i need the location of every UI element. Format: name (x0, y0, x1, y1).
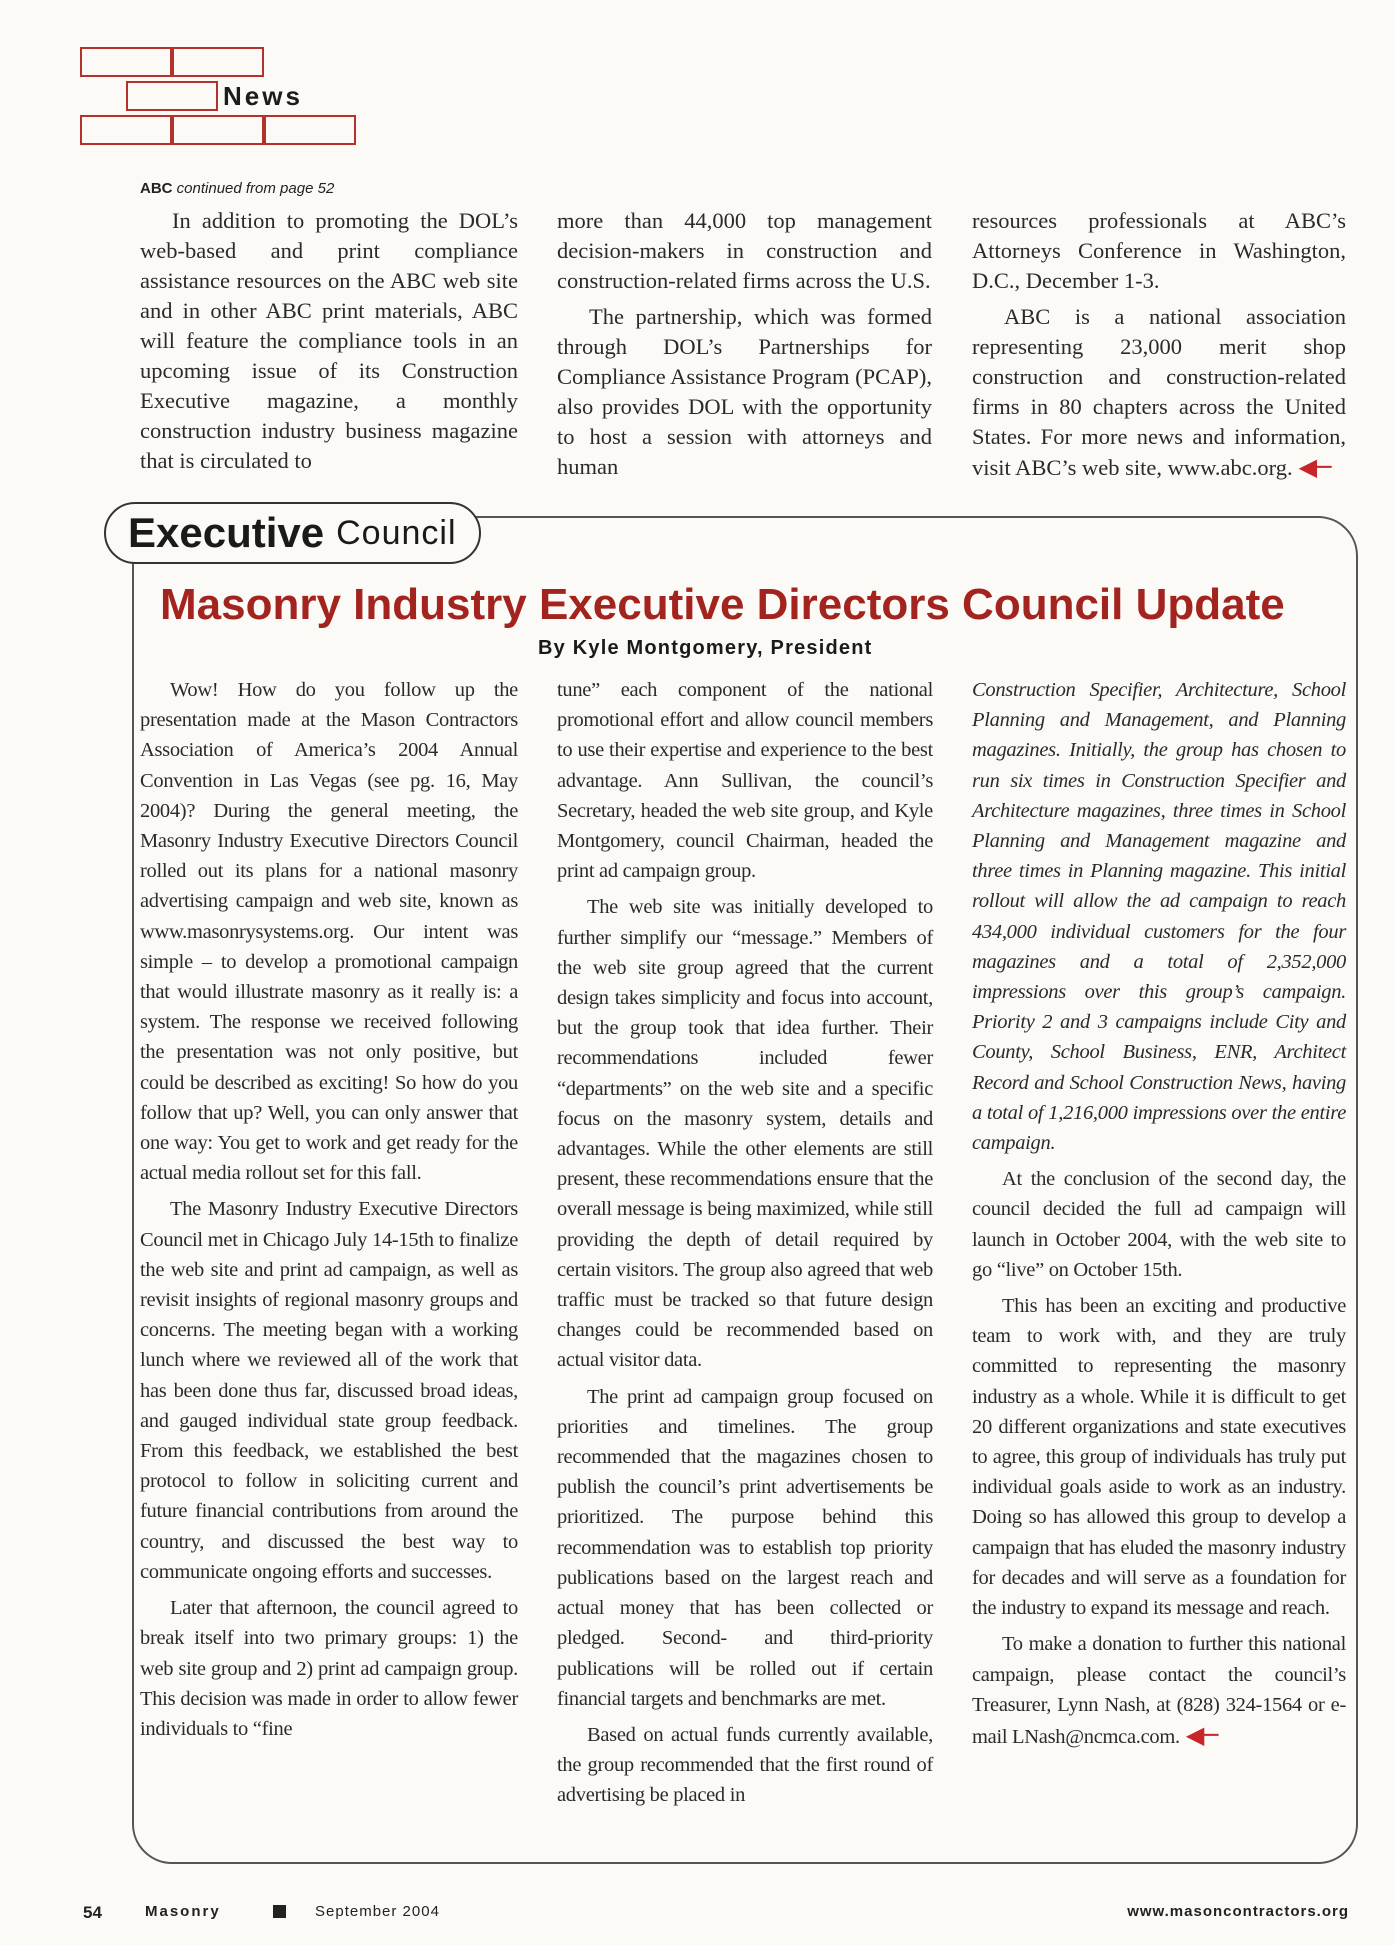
paragraph: Construction Specifier, Architecture, School Planning and Management, and Planning magazines. Initially, the group has chosen to run six times in Construction Specifier and Architecture magazines, three times in School Planning and Management magazine and three times in Planning magazine. This initial rollout will allow the ad campaign to reach 434,000 individual customers for the four magazines and a total of 2,352,000 impressions over this group’s campaign. Priority 2 and 3 campaigns include City and County, School Business, ENR, Architect Record and School Construction News, having a total of 1,216,000 impressions over the entire campaign. (972, 679, 1346, 1155)
arrow-left-icon: ◀─ (1298, 453, 1332, 481)
paragraph: Wow! How do you follow up the presentation made at the Mason Contractors Association of America’s 2004 Annual Convention in Las Vegas (see pg. 16, May 2004)? During the general meeting, the Masonry Industry Executive Directors Council rolled out its plans for a national masonry advertising campaign and web site, known as www.masonrysystems.org. Our intent was simple – to develop a promotional campaign that would illustrate masonry as it really is: a system. The response we received following the presentation was not only positive, but could be described as exciting! So how do you follow that up? Well, you can only answer that one way: You get to work and get ready for the actual media rollout set for this fall. (140, 679, 518, 1185)
paragraph: At the conclusion of the second day, the council decided the full ad campaign will launch in October 2004, with the web site to go “live” on October 15th. (972, 1168, 1346, 1281)
kicker-continued: continued from page 52 (176, 180, 335, 197)
brick (172, 47, 264, 77)
council-tab (104, 502, 481, 564)
section-label: News (223, 81, 303, 111)
brick (80, 47, 172, 77)
brick (264, 115, 356, 145)
square-bullet-icon (273, 1905, 286, 1918)
paragraph: The partnership, which was formed through DOL’s Partnerships for Compliance Assistance Program (PCAP), also provides DOL with the opportunity to host a session with attorneys and human (557, 304, 932, 479)
paragraph: ABC is a national association representing 23,000 merit shop construction and construction-related firms in 80 chapters across the United States. For more news and information, visit ABC’s web site, www.abc.org. (972, 304, 1346, 480)
paragraph: The print ad campaign group focused on priorities and timelines. The group recommended that the magazines chosen to publish the council’s print advertisements be prioritized. The purpose behind this recommendation was to establish top priority publications based on the largest reach and actual money that has been collected or pledged. Second- and third-priority publications will be rolled out if certain financial targets and benchmarks are met. (557, 1385, 933, 1710)
paragraph: tune” each component of the national promotional effort and allow council members to use their expertise and experience to the best advantage. Ann Sullivan, the council’s Secretary, headed the web site group, and Kyle Montgomery, council Chairman, headed the print ad campaign group. (557, 679, 933, 883)
paragraph: more than 44,000 top management decision-makers in construction and construction-related firms across the U.S. (557, 208, 932, 293)
website-url: www.masoncontractors.org (1127, 1903, 1349, 1920)
council-tab-light: Council (336, 513, 457, 552)
news-col-2 (557, 206, 932, 482)
continued-kicker (140, 180, 334, 197)
paragraph: The web site was initially developed to further simplify our “message.” Members of the web site group agreed that the current design takes simplicity and focus into account, but the group took that idea further. Their recommendations included fewer “departments” on the web site and a specific focus on the masonry system, details and advantages. While the other elements are still present, these recommendations ensure that the overall message is being maximized, while still providing the depth of detail required by certain visitors. The group also agreed that web traffic must be tracked so that future design changes could be recommended based on actual visitor data. (557, 896, 933, 1372)
news-col-1 (140, 206, 518, 476)
council-col-3 (972, 675, 1346, 1752)
brick (80, 115, 172, 145)
issue-date: September 2004 (315, 1903, 440, 1920)
article-byline: By Kyle Montgomery, President (538, 637, 873, 659)
kicker-source: ABC (140, 180, 173, 197)
arrow-left-icon: ◀─ (1185, 1720, 1219, 1749)
council-col-1 (140, 675, 518, 1744)
brick (126, 81, 218, 111)
brick (172, 115, 264, 145)
paragraph: To make a donation to further this national campaign, please contact the council’s Treasurer, Lynn Nash, at (828) 324-1564 or e-mail LNash@ncmca.com. (972, 1633, 1346, 1748)
paragraph: This has been an exciting and productive team to work with, and they are truly committed to representing the masonry industry as a whole. While it is difficult to get 20 different organizations and state executives to agree, this group of individuals has truly put individual goals aside to work as an industry. Doing so has allowed this group to develop a campaign that has eluded the masonry industry for decades and will serve as a foundation for the industry to expand its message and reach. (972, 1295, 1346, 1620)
page-number: 54 (83, 1903, 102, 1922)
council-col-2 (557, 675, 933, 1811)
article-headline: Masonry Industry Executive Directors Council Update (160, 580, 1285, 629)
paragraph: resources professionals at ABC’s Attorneys Conference in Washington, D.C., December 1-3. (972, 208, 1346, 293)
council-tab-bold: Executive (128, 509, 325, 556)
news-col-3 (972, 206, 1346, 483)
news-logo-bricks (80, 47, 362, 149)
magazine-name: Masonry (145, 1903, 221, 1920)
paragraph: Later that afternoon, the council agreed to break itself into two primary groups: 1) the web site group and 2) print ad campaign group. This decision was made in order to allow fewer individuals to “fine (140, 1597, 518, 1740)
paragraph: In addition to promoting the DOL’s web-based and print compliance assistance resources on the ABC web site and in other ABC print materials, ABC will feature the compliance tools in an upcoming issue of its Construction Executive magazine, a monthly construction industry business magazine that is circulated to (140, 208, 518, 473)
paragraph: Based on actual funds currently available, the group recommended that the first round of advertising be placed in (557, 1723, 933, 1807)
paragraph: The Masonry Industry Executive Directors Council met in Chicago July 14-15th to finalize the web site and print ad campaign, as well as revisit insights of regional masonry groups and concerns. The meeting began with a working lunch where we reviewed all of the work that has been done thus far, discussed broad ideas, and gauged individual state group feedback. From this feedback, we established the best protocol to follow in soliciting current and future financial contributions from around the country, and discussed the best way to communicate ongoing efforts and successes. (140, 1198, 518, 1583)
